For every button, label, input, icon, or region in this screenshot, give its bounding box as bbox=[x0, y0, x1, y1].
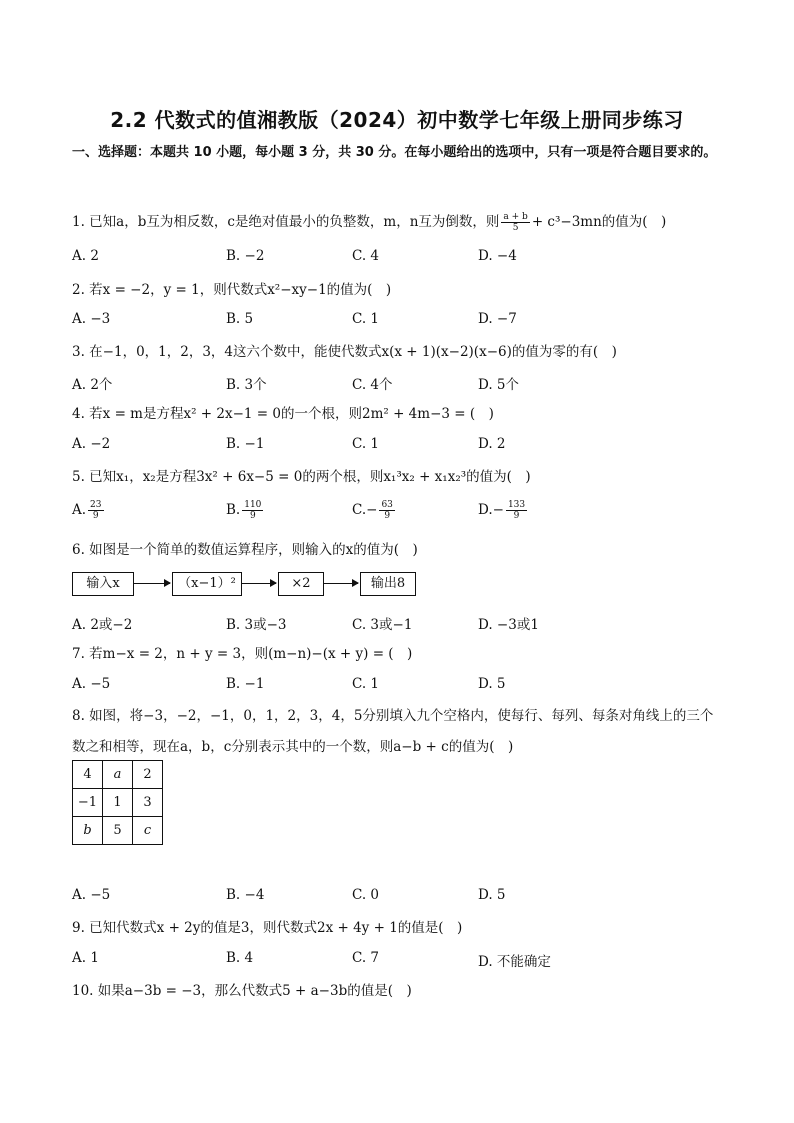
flow-arrow-2 bbox=[242, 583, 276, 584]
q9-option-d[interactable]: D. 不能确定 bbox=[478, 954, 551, 970]
q5-option-d[interactable] bbox=[478, 500, 529, 521]
q5-c-num: 63 bbox=[381, 500, 393, 510]
q1-fraction bbox=[501, 212, 529, 233]
q9-option-a[interactable]: A. 1 bbox=[72, 950, 99, 966]
flow-box-input: 输入x bbox=[72, 572, 134, 596]
q1-option-b[interactable]: B. −2 bbox=[226, 248, 265, 264]
q8-options bbox=[72, 887, 732, 909]
question-7: 7. 若m−x = 2，n + y = 3，则(m−n)−(x + y) = ( ) bbox=[72, 646, 413, 662]
q8-option-c[interactable]: C. 0 bbox=[352, 887, 380, 903]
q5-option-a[interactable] bbox=[72, 500, 106, 521]
q3-option-d[interactable]: D. 5个 bbox=[478, 377, 520, 393]
q1-stem-c: + c³−3mn的值为( ) bbox=[531, 214, 667, 230]
question-6: 6. 如图是一个简单的数值运算程序，则输入的x的值为( ) bbox=[72, 542, 418, 558]
q6-options bbox=[72, 613, 732, 635]
q5-c-prefix: C. bbox=[352, 502, 367, 518]
q5-options bbox=[72, 500, 732, 528]
q8-option-b[interactable]: B. −4 bbox=[226, 887, 265, 903]
q1-option-d[interactable]: D. −4 bbox=[478, 248, 517, 264]
flow-box-output: 输出8 bbox=[360, 572, 416, 596]
grid-cell: 1 bbox=[103, 789, 133, 817]
q5-option-c[interactable] bbox=[352, 500, 397, 521]
q5-d-prefix: D. bbox=[478, 502, 493, 518]
question-9: 9. 已知代数式x + 2y的值是3，则代数式2x + 4y + 1的值是( ) bbox=[72, 920, 463, 936]
q1-stem-b: a，b互为相反数，c是绝对值最小的负整数，m，n互为倒数，则 bbox=[116, 214, 500, 230]
q8-option-d[interactable]: D. 5 bbox=[478, 887, 506, 903]
q5-b-den: 9 bbox=[249, 511, 256, 521]
q2-option-d[interactable]: D. −7 bbox=[478, 311, 517, 327]
grid-cell: b bbox=[73, 817, 103, 845]
question-3: 3. 在−1，0，1，2，3，4这六个数中，能使代数式x(x + 1)(x−2)(x−6)的值为零的有( ) bbox=[72, 344, 617, 360]
q5-c-fraction bbox=[379, 500, 394, 521]
q5-d-num: 133 bbox=[507, 500, 526, 510]
q6-option-d[interactable]: D. −3或1 bbox=[478, 617, 539, 633]
q6-option-a[interactable]: A. 2或−2 bbox=[72, 617, 133, 633]
grid-cell: −1 bbox=[73, 789, 103, 817]
q5-option-b[interactable] bbox=[226, 500, 265, 521]
q4-options bbox=[72, 436, 732, 458]
q3-option-b[interactable]: B. 3个 bbox=[226, 377, 267, 393]
q7-option-a[interactable]: A. −5 bbox=[72, 676, 111, 692]
grid-cell: 2 bbox=[133, 761, 163, 789]
q7-option-b[interactable]: B. −1 bbox=[226, 676, 265, 692]
q5-a-fraction bbox=[88, 500, 103, 521]
q3-option-a[interactable]: A. 2个 bbox=[72, 377, 113, 393]
q2-option-c[interactable]: C. 1 bbox=[352, 311, 380, 327]
question-5: 5. 已知x₁，x₂是方程3x² + 6x−5 = 0的两个根，则x₁³x₂ + x₁x₂³的值为( ) bbox=[72, 469, 531, 485]
q5-d-fraction bbox=[506, 500, 527, 521]
grid-cell: a bbox=[103, 761, 133, 789]
q8-magic-square bbox=[72, 760, 163, 845]
flow-arrow-1 bbox=[134, 583, 170, 584]
q5-c-sign: − bbox=[366, 502, 378, 518]
q1-frac-den: 5 bbox=[512, 223, 519, 233]
q9-options bbox=[72, 950, 732, 972]
q8-option-a[interactable]: A. −5 bbox=[72, 887, 111, 903]
flow-box-square: （x−1）² bbox=[172, 572, 242, 596]
q5-d-sign: − bbox=[492, 502, 504, 518]
q7-option-c[interactable]: C. 1 bbox=[352, 676, 380, 692]
q1-option-a[interactable]: A. 2 bbox=[72, 248, 99, 264]
q5-d-den: 9 bbox=[513, 511, 520, 521]
question-2: 2. 若x = −2，y = 1，则代数式x²−xy−1的值为( ) bbox=[72, 282, 392, 298]
q5-b-fraction bbox=[242, 500, 263, 521]
question-1 bbox=[72, 212, 666, 233]
q5-c-den: 9 bbox=[384, 511, 391, 521]
q9-option-c[interactable]: C. 7 bbox=[352, 950, 380, 966]
section-instructions: 一、选择题：本题共 10 小题，每小题 3 分，共 30 分。在每小题给出的选项中，只有一项是符合题目要求的。 bbox=[72, 145, 717, 160]
q1-options bbox=[72, 248, 732, 270]
grid-cell: 3 bbox=[133, 789, 163, 817]
q4-option-a[interactable]: A. −2 bbox=[72, 436, 111, 452]
q2-option-b[interactable]: B. 5 bbox=[226, 311, 254, 327]
q7-option-d[interactable]: D. 5 bbox=[478, 676, 506, 692]
q6-option-b[interactable]: B. 3或−3 bbox=[226, 617, 287, 633]
grid-cell: 4 bbox=[73, 761, 103, 789]
grid-cell: 5 bbox=[103, 817, 133, 845]
q2-option-a[interactable]: A. −3 bbox=[72, 311, 111, 327]
grid-cell: c bbox=[133, 817, 163, 845]
question-10: 10. 如果a−3b = −3，那么代数式5 + a−3b的值是( ) bbox=[72, 983, 412, 999]
q9-option-b[interactable]: B. 4 bbox=[226, 950, 254, 966]
q4-option-b[interactable]: B. −1 bbox=[226, 436, 265, 452]
q2-options bbox=[72, 311, 732, 333]
page-title: 2.2 代数式的值湘教版（2024）初中数学七年级上册同步练习 bbox=[110, 108, 684, 132]
q3-options bbox=[72, 373, 732, 395]
q5-a-den: 9 bbox=[92, 511, 99, 521]
q6-option-c[interactable]: C. 3或−1 bbox=[352, 617, 413, 633]
q1-stem-a: 1. 已知 bbox=[72, 214, 117, 230]
q5-b-num: 110 bbox=[244, 500, 262, 510]
q5-b-prefix: B. bbox=[226, 502, 241, 518]
q5-a-num: 23 bbox=[90, 500, 102, 510]
question-4: 4. 若x = m是方程x² + 2x−1 = 0的一个根，则2m² + 4m−3 = ( ) bbox=[72, 406, 494, 422]
q5-a-prefix: A. bbox=[72, 502, 87, 518]
flow-box-times2: ×2 bbox=[278, 572, 324, 596]
question-8-line-1: 8. 如图，将−3，−2，−1，0，1，2，3，4，5分别填入九个空格内，使每行、每列、每条对角线上的三个 bbox=[72, 708, 714, 724]
q6-flowchart bbox=[72, 570, 432, 600]
question-8-line-2: 数之和相等，现在a，b，c分别表示其中的一个数，则a−b + c的值为( ) bbox=[72, 739, 514, 755]
q3-option-c[interactable]: C. 4个 bbox=[352, 377, 393, 393]
q4-option-c[interactable]: C. 1 bbox=[352, 436, 380, 452]
q7-options bbox=[72, 676, 732, 698]
q1-option-c[interactable]: C. 4 bbox=[352, 248, 380, 264]
flow-arrow-3 bbox=[324, 583, 358, 584]
q1-frac-num: a + b bbox=[503, 212, 528, 222]
q4-option-d[interactable]: D. 2 bbox=[478, 436, 506, 452]
